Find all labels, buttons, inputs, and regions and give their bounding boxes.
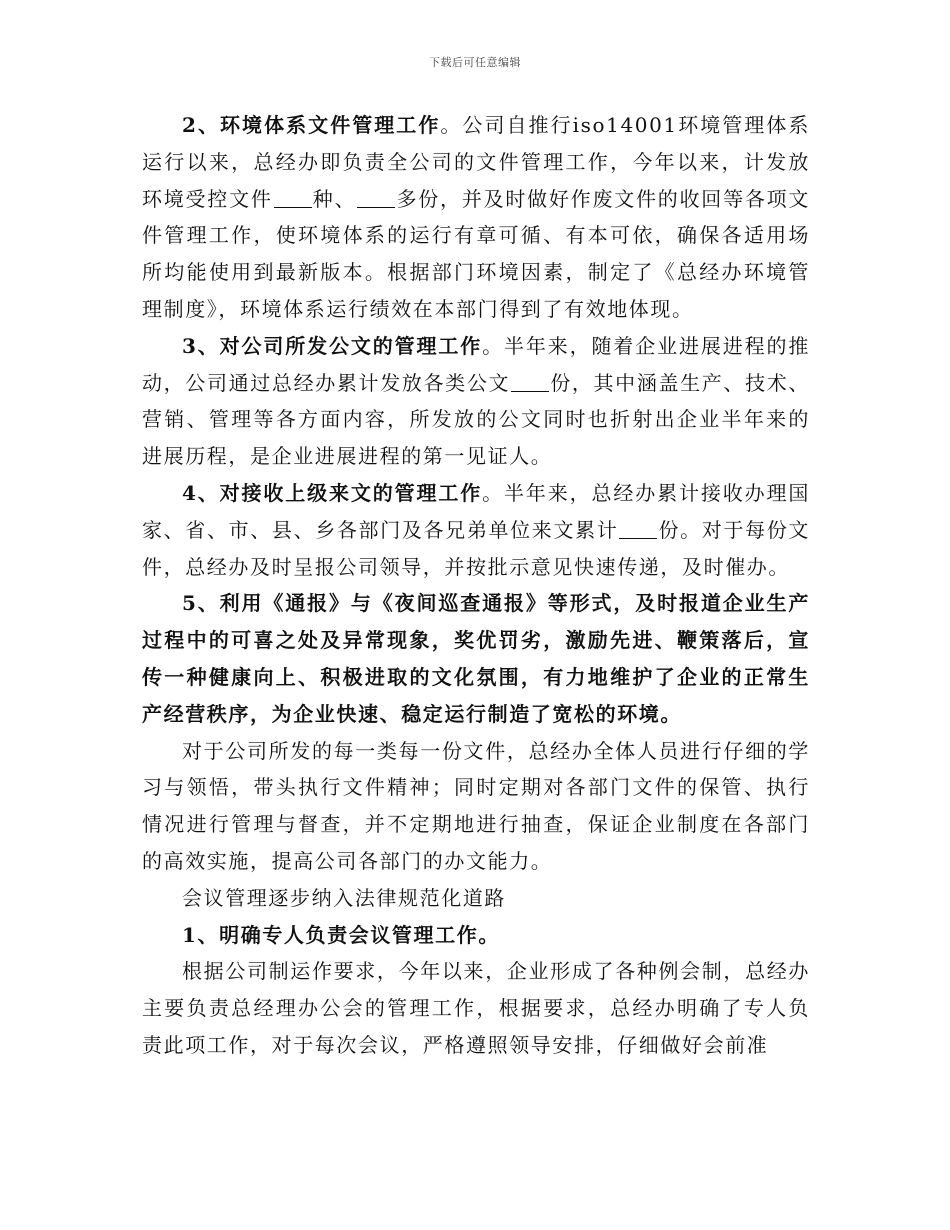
fill-blank xyxy=(511,373,549,392)
fill-blank xyxy=(619,520,657,539)
env-docs-text-3: 多份，并及时做好作废文件的收回等各项文件管理工作，使环境体系的运行有章可循、有本可依，确保各适用场所均能使用到最新版本。根据部门环境因素，制定了《总经办环境管理制度》，环境体系运行绩效在本部门得到了有效地体现。 xyxy=(142,186,810,321)
paragraph-meeting-body: 根据公司制运作要求，今年以来，企业形成了各种例会制，总经办主要负责总经理办公会的管理工作，根据要求，总经办明确了专人负责此项工作，对于每次会议，严格遵照领导安排，仔细做好会前准 xyxy=(142,959,810,1057)
fill-blank xyxy=(357,189,395,208)
env-docs-text-2: 种、 xyxy=(312,186,357,211)
document-body xyxy=(142,107,810,1064)
paragraph-received-docs xyxy=(142,475,810,585)
heading-env-docs: 2、环境体系文件管理工作 xyxy=(182,113,441,137)
heading-issued-docs: 3、对公司所发公文的管理工作 xyxy=(182,333,483,358)
heading-meeting-staff: 1、明确专人负责会议管理工作。 xyxy=(182,922,500,947)
paragraph-study: 对于公司所发的每一类每一份文件，总经办全体人员进行仔细的学习与领悟，带头执行文件精神；同时定期对各部门文件的保管、执行情况进行管理与督查，并不定期地进行抽查，保证企业制度在各部门的高效实施，提高公司各部门的办文能力。 xyxy=(142,738,810,873)
paragraph-issued-docs xyxy=(142,328,810,475)
received-docs-text-2: 份。对于每份文件，总经办及时呈报公司领导，并按批示意见快速传递，及时催办。 xyxy=(142,517,811,579)
paragraph-env-docs xyxy=(142,107,810,328)
issued-docs-text-2: 份，其中涵盖生产、技术、营销、管理等各方面内容，所发放的公文同时也折射出企业半年来的进展历程，是企业进展进程的第一见证人。 xyxy=(142,370,810,469)
issued-docs-text-1: 。半年来，随着企业进展进程的推动，公司通过总经办累计发放各类公文 xyxy=(142,333,810,395)
heading-received-docs: 4、对接收上级来文的管理工作 xyxy=(182,480,483,505)
page-header: 下载后可任意编辑 xyxy=(429,56,521,69)
env-docs-text-1: 。公司自推行iso14001环境管理体系运行以来，总经办即负责全公司的文件管理工作，今年以来，计发放环境受控文件 xyxy=(142,113,810,211)
received-docs-text-1: 。半年来，总经办累计接收办理国家、省、市、县、乡各部门及各兄弟单位来文累计 xyxy=(142,480,810,542)
section-title-meeting: 会议管理逐步纳入法律规范化道路 xyxy=(182,885,506,910)
paragraph-bulletin: 5、利用《通报》与《夜间巡查通报》等形式，及时报道企业生产过程中的可喜之处及异常现象，奖优罚劣，激励先进、鞭策落后，宣传一种健康向上、积极进取的文化氛围，有力地维护了企业的正常生产经营秩序，为企业快速、稳定运行制造了宽松的环境。 xyxy=(142,591,810,726)
fill-blank xyxy=(274,189,312,208)
